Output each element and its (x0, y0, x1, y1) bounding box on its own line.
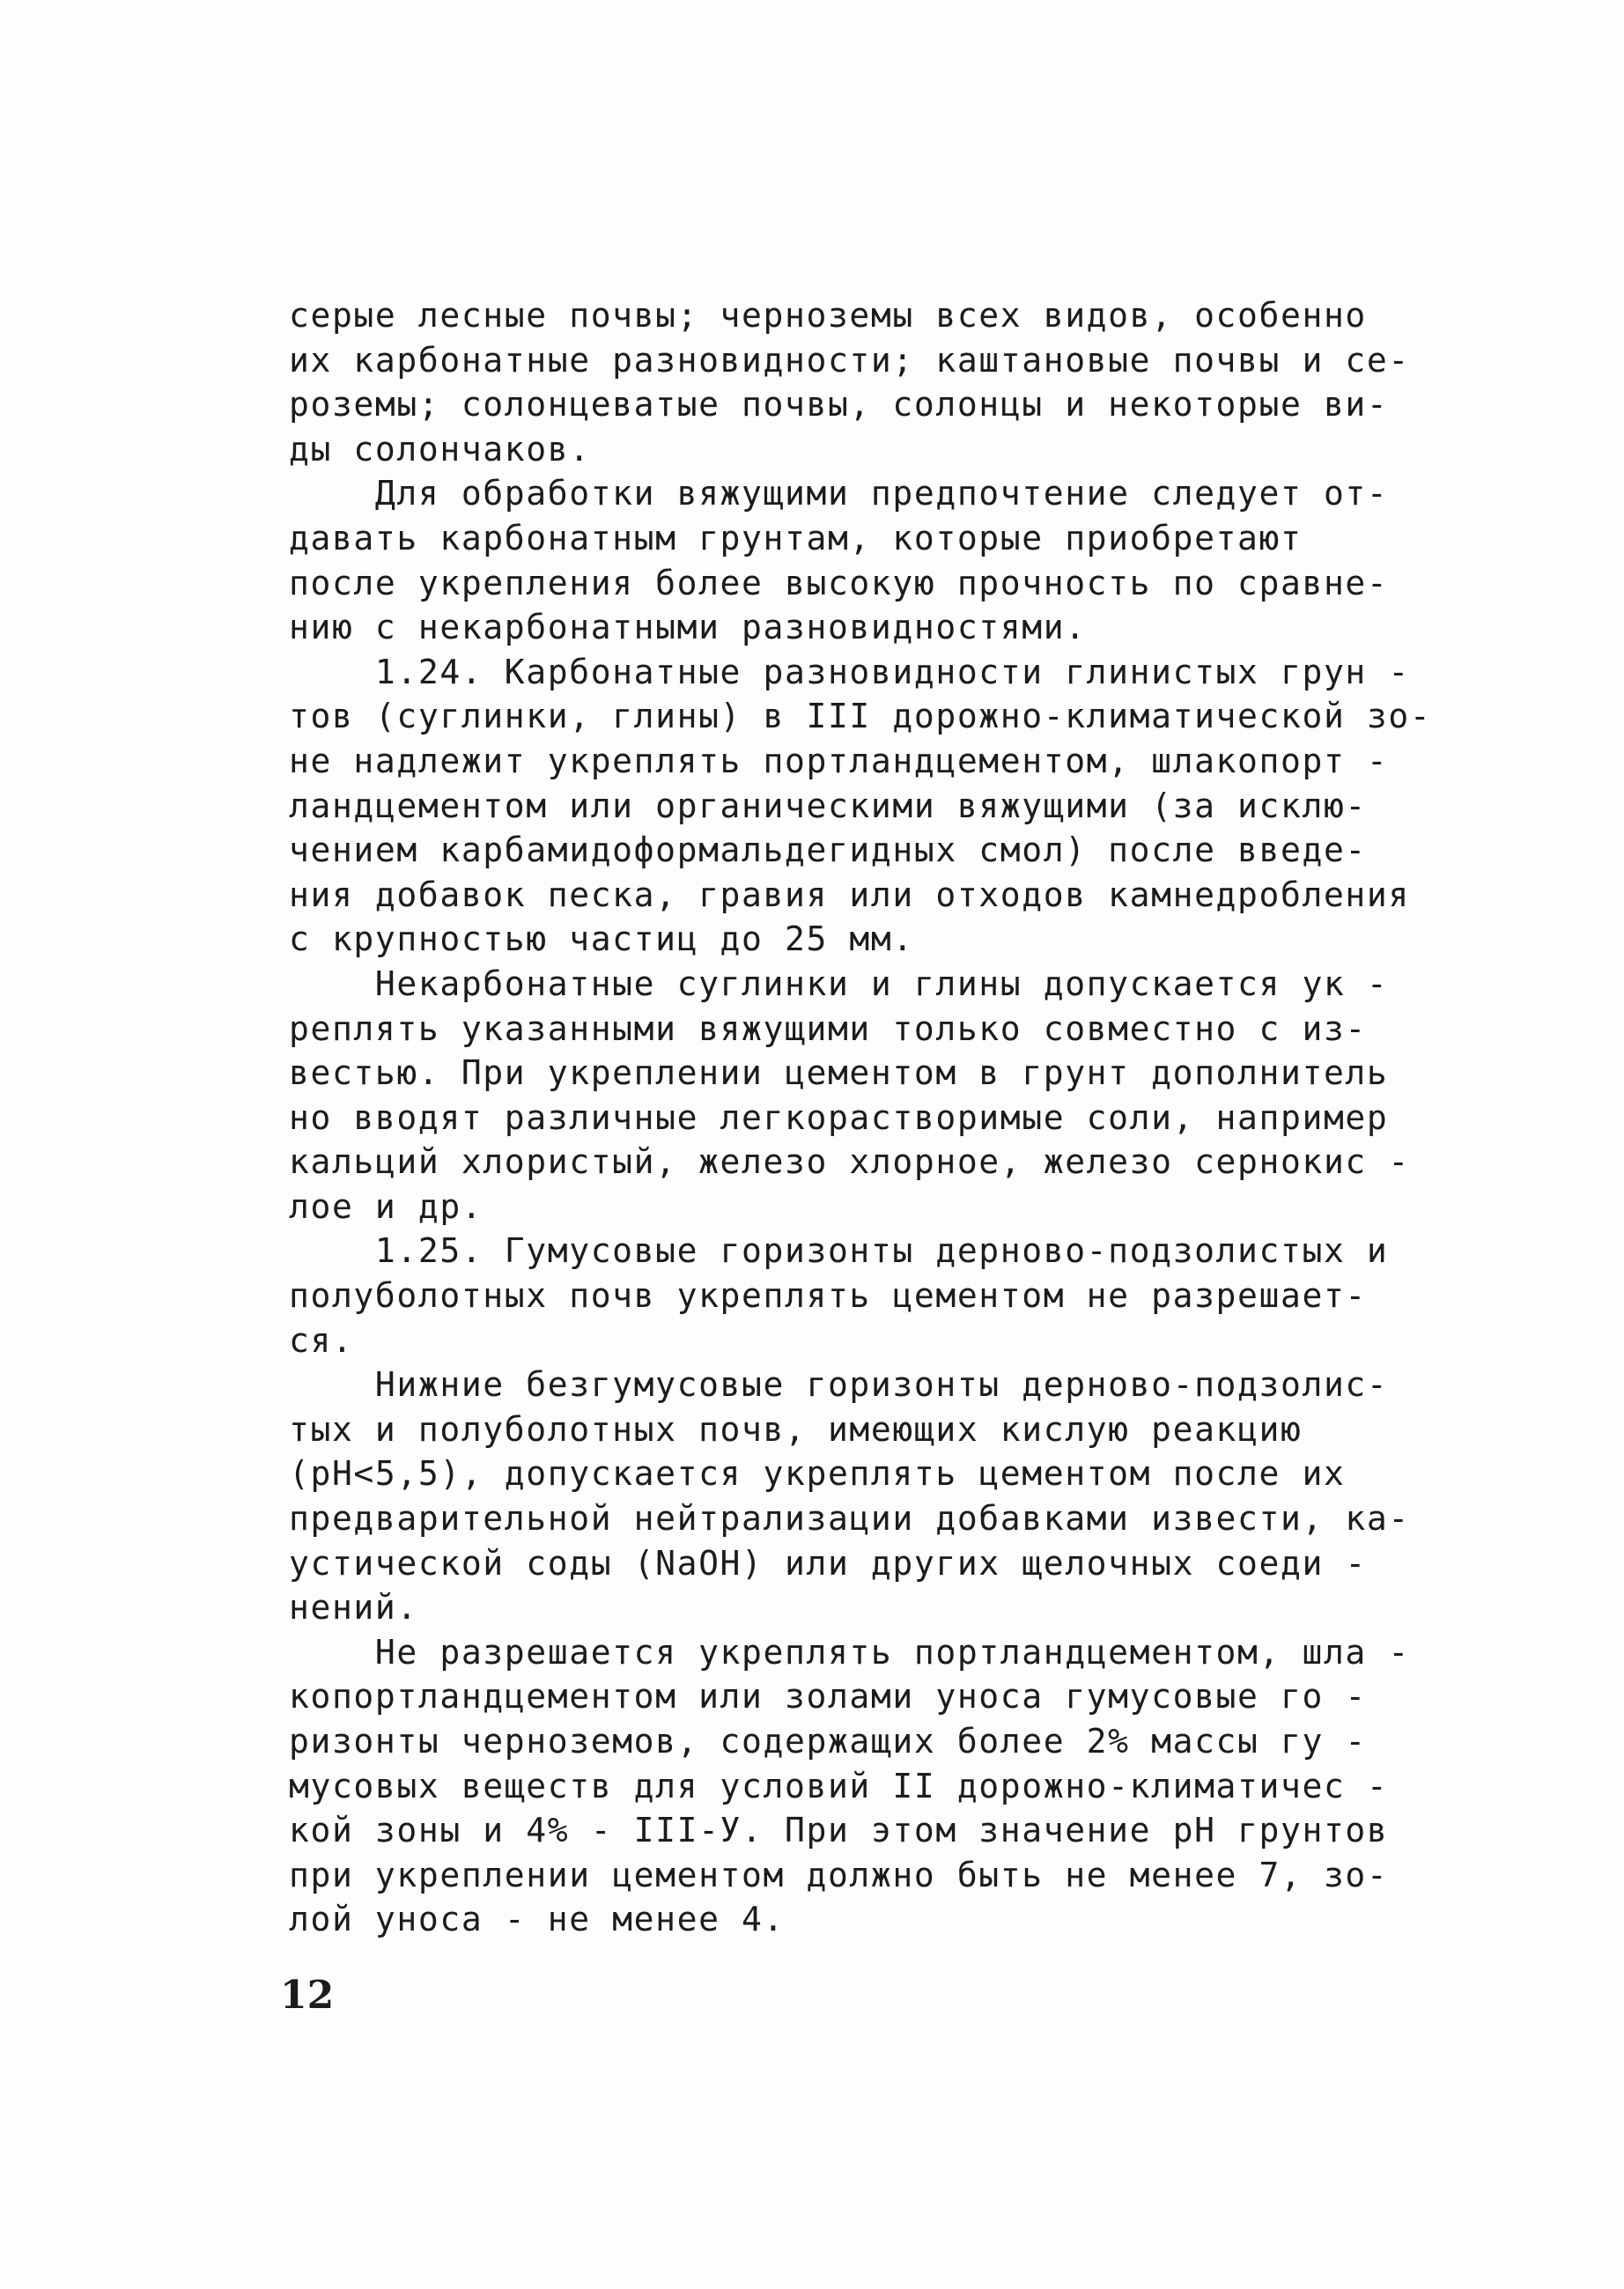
text-line: роземы; солонцеватые почвы, солонцы и некоторые ви- (289, 385, 1389, 425)
text-line: Нижние безгумусовые горизонты дерново-подзолис- (289, 1365, 1389, 1405)
text-line: ландцементом или органическими вяжущими (за исклю- (289, 786, 1367, 825)
text-line: после укрепления более высокую прочность по сравне- (289, 563, 1389, 602)
text-line: вестью. При укреплении цементом в грунт дополнитель (289, 1053, 1389, 1093)
text-line: чением карбамидоформальдегидных смол) после введе- (289, 831, 1367, 870)
page-number: 12 (280, 1973, 335, 2018)
text-line: устической соды (NaOH) или других щелочных соеди - (289, 1543, 1367, 1583)
text-line: при укреплении цементом должно быть не менее 7, зо- (289, 1855, 1389, 1894)
text-line: кальций хлористый, железо хлорное, железо сернокис - (289, 1142, 1410, 1182)
text-line: Для обработки вяжущими предпочтение следует от- (289, 474, 1389, 513)
text-line: ния добавок песка, гравия или отходов камнедробления (289, 875, 1410, 914)
text-line: Некарбонатные суглинки и глины допускается ук - (289, 964, 1389, 1003)
text-line: ризонты черноземов, содержащих более 2% массы гу - (289, 1722, 1367, 1761)
text-line: ся. (289, 1320, 354, 1360)
text-line: с крупностью частиц до 25 мм. (289, 919, 914, 959)
text-line: реплять указанными вяжущими только совместно с из- (289, 1008, 1367, 1048)
text-line: кой зоны и 4% - III-У. При этом значение pH грунтов (289, 1811, 1389, 1850)
text-line: но вводят различные легкорастворимые соли, например (289, 1097, 1389, 1137)
text-line: тов (суглинки, глины) в III дорожно-климатической зо- (289, 697, 1432, 736)
text-line: лое и др. (289, 1186, 484, 1226)
text-line: давать карбонатным грунтам, которые приобретают (289, 518, 1303, 557)
text-line: тых и полуболотных почв, имеющих кислую реакцию (289, 1409, 1303, 1449)
text-line: мусовых веществ для условий II дорожно-климатичес - (289, 1766, 1389, 1805)
text-line: (pH<5,5), допускается укреплять цементом после их (289, 1454, 1346, 1494)
text-line: нию с некарбонатными разновидностями. (289, 608, 1087, 647)
text-line: полуболотных почв укреплять цементом не разрешает- (289, 1276, 1367, 1316)
text-line: нений. (289, 1588, 418, 1628)
text-line: ды солончаков. (289, 429, 591, 469)
text-line: Не разрешается укреплять портландцементом, шла - (289, 1632, 1410, 1672)
text-line: их карбонатные разновидности; каштановые почвы и се- (289, 340, 1410, 380)
text-line: 1.25. Гумусовые горизонты дерново-подзолистых и (289, 1231, 1389, 1271)
text-line: 1.24. Карбонатные разновидности глинистых грун - (289, 652, 1410, 691)
body-text (289, 293, 1451, 1942)
text-line: серые лесные почвы; черноземы всех видов, особенно (289, 296, 1367, 335)
text-line: не надлежит укреплять портландцементом, шлакопорт - (289, 741, 1389, 780)
text-line: предварительной нейтрализации добавками извести, ка- (289, 1499, 1410, 1539)
text-line: лой уноса - не менее 4. (289, 1900, 785, 1939)
text-line: копортландцементом или золами уноса гумусовые го - (289, 1677, 1367, 1717)
